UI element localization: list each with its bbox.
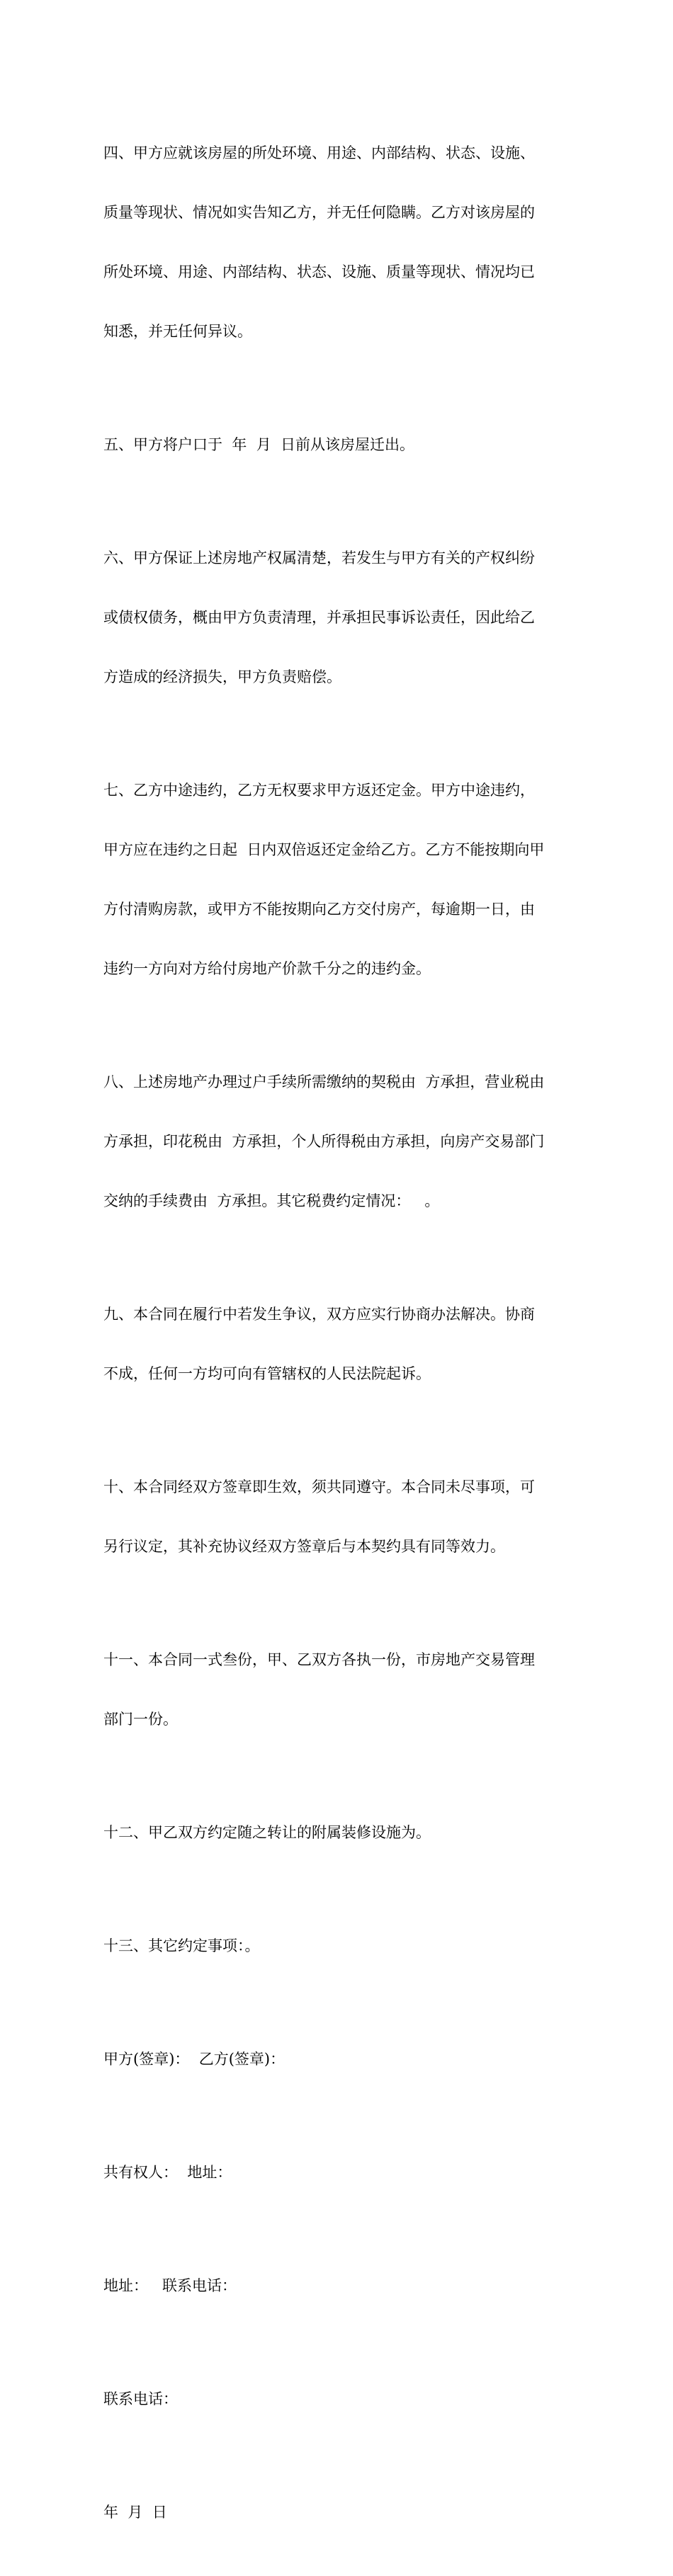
clause-5	[103, 395, 572, 494]
signature-parties	[103, 2010, 572, 2109]
contract-body	[103, 103, 572, 2576]
clause-7	[103, 741, 572, 1018]
signature-parties-line: 甲方(签章)： 乙方(签章)：	[103, 2051, 285, 2068]
date	[103, 2463, 572, 2562]
phone-line: 联系电话：	[103, 2390, 178, 2407]
clause-7-line: 甲方应在违约之日起 日内双倍返还定金给乙方。乙方不能按期向甲	[103, 841, 545, 858]
clause-4	[103, 103, 572, 381]
clause-7-line: 七、乙方中途违约，乙方无权要求甲方返还定金。甲方中途违约，	[103, 782, 535, 799]
clause-6-line: 方造成的经济损失，甲方负责赔偿。	[103, 668, 341, 685]
clause-5-line: 五、甲方将户口于 年 月 日前从该房屋迁出。	[103, 436, 415, 453]
clause-8-line: 八、上述房地产办理过户手续所需缴纳的契税由 方承担，营业税由	[103, 1073, 545, 1090]
clause-10-line: 另行议定，其补充协议经双方签章后与本契约具有同等效力。	[103, 1538, 505, 1555]
address-phone	[103, 2236, 572, 2335]
clause-13	[103, 1896, 572, 1995]
clause-4-line: 四、甲方应就该房屋的所处环境、用途、内部结构、状态、设施、	[103, 144, 535, 161]
phone	[103, 2349, 572, 2449]
clause-11-line: 十一、本合同一式叁份，甲、乙双方各执一份，市房地产交易管理	[103, 1651, 535, 1668]
clause-8-line: 交纳的手续费由 方承担。其它税费约定情况： 。	[103, 1192, 440, 1209]
clause-10-line: 十、本合同经双方签章即生效，须共同遵守。本合同未尽事项，可	[103, 1478, 535, 1495]
clause-4-line: 所处环境、用途、内部结构、状态、设施、质量等现状、情况均已	[103, 263, 535, 280]
clause-10	[103, 1437, 572, 1596]
clause-8-line: 方承担，印花税由 方承担，个人所得税由方承担，向房产交易部门	[103, 1133, 545, 1150]
clause-6	[103, 508, 572, 726]
clause-11-line: 部门一份。	[103, 1711, 178, 1728]
clause-11	[103, 1610, 572, 1769]
clause-13-line: 十三、其它约定事项：。	[103, 1937, 260, 1954]
clause-7-line: 违约一方向对方给付房地产价款千分之的违约金。	[103, 960, 431, 977]
clause-7-line: 方付清购房款，或甲方不能按期向乙方交付房产，每逾期一日，由	[103, 901, 535, 918]
clause-6-line: 六、甲方保证上述房地产权属清楚，若发生与甲方有关的产权纠纷	[103, 549, 535, 566]
address-phone-line: 地址： 联系电话：	[103, 2277, 237, 2294]
clause-4-line: 知悉，并无任何异议。	[103, 323, 252, 340]
co-owner-address-line: 共有权人： 地址：	[103, 2164, 232, 2181]
clause-12	[103, 1783, 572, 1882]
clause-9	[103, 1265, 572, 1423]
date-line: 年 月 日	[103, 2504, 167, 2521]
clause-9-line: 九、本合同在履行中若发生争议，双方应实行协商办法解决。协商	[103, 1306, 535, 1323]
clause-6-line: 或债权债务，概由甲方负责清理，并承担民事诉讼责任，因此给乙	[103, 609, 535, 626]
clause-12-line: 十二、甲乙双方约定随之转让的附属装修设施为。	[103, 1824, 431, 1841]
co-owner-address	[103, 2123, 572, 2222]
clause-4-line: 质量等现状、情况如实告知乙方，并无任何隐瞒。乙方对该房屋的	[103, 204, 535, 221]
clause-9-line: 不成，任何一方均可向有管辖权的人民法院起诉。	[103, 1365, 431, 1382]
clause-8	[103, 1032, 572, 1250]
